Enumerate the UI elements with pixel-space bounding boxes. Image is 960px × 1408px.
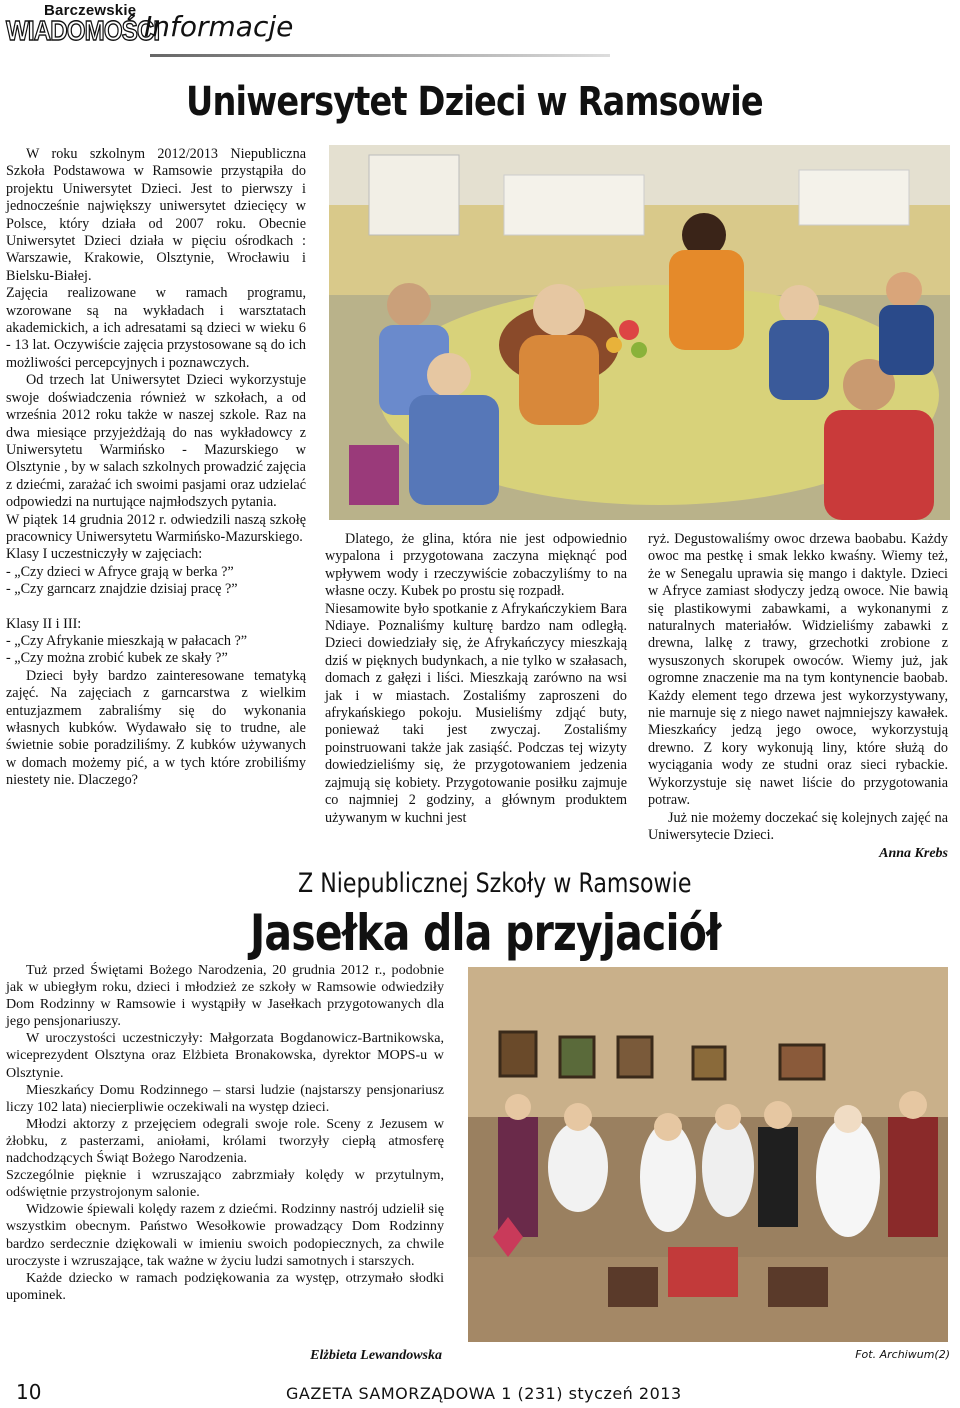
photo-nativity-illustration <box>468 967 948 1342</box>
list-item: - „Czy można zrobić kubek ze skały ?” <box>6 650 228 667</box>
paragraph: W piątek 14 grudnia 2012 r. odwiedzili naszą szkołę pracownicy Uniwersytetu Warmińsko-Mazurskiego. <box>6 511 306 545</box>
paragraph: Dzieci były bardzo zainteresowane tematyką zajęć. Na zajęciach z garncarstwa z wielkim entuzjazmem zabraliśmy się do wykonania własnych kubków. Wydawało się to trudne, ale świetnie sobie poradziliśmy. Z kubków używanych w domach możemy pić, a w tych które zrobiliśmy niestety nie. Dlaczego? <box>6 667 306 789</box>
paragraph: Każde dziecko w ramach podziękowania za występ, otrzymało słodki upominek. <box>6 1269 444 1303</box>
paragraph: Mieszkańcy Domu Rodzinnego – starsi ludzie (najstarszy pensjonariusz liczy 102 lata) niecierpliwie oczekiwali na występ dzieci. <box>6 1081 444 1115</box>
photo-nativity-play <box>468 967 948 1342</box>
article-1-title: Uniwersytet Dzieci w Ramsowie <box>186 79 763 125</box>
photo-credit: Fot. Archiwum(2) <box>855 1348 950 1361</box>
paragraph: ryż. Degustowaliśmy owoc drzewa baobabu. Każdy owoc ma pestkę i smak lekko kwaśny. Wiemy też, że w Senegalu uprawia się mango i daktyle. Dzieci w Afryce zamiast słodyczy jedzą owoce. Nie bawią się plastikowymi zabawkami, a wykonanymi z naturalnych materiałów. Widzieliśmy zabawki z drewna, lalkę z trawy, grzechotki zrobione z wysuszonych skorupek owoców. Wiemy już, jak ogromne znaczenie ma na tym kontynencie baobab. Każdy element tego drzewa jest wykorzystywany, nie marnuje się z niego nawet najmniejszy kawałek. Mieszkańcy jedzą jego owoce, wykorzystują drewno. Z kory wykonują liny, które służą do wyciągania wody ze studni oraz sieci rybackie. Wykorzystuje się nawet liście do przygotowania potraw. <box>648 531 948 809</box>
article-1-column-1 <box>6 146 306 790</box>
list-item: - „Czy dzieci w Afryce grają w berka ?” <box>6 563 234 580</box>
article-1-author: Anna Krebs <box>879 846 948 861</box>
paragraph: Klasy I uczestniczyły w zajęciach: <box>6 546 203 563</box>
masthead-logo-bottom: WIADOMOŚCI <box>6 15 160 46</box>
spacer <box>6 599 306 616</box>
page-number: 10 <box>16 1380 42 1404</box>
paragraph: W roku szkolnym 2012/2013 Niepubliczna Szkoła Podstawowa w Ramsowie przystąpiła do projektu Uniwersytet Dzieci. Jest to pierwszy i jednocześnie największy uniwersytet dziecięcy w Polsce, który działa od 2007 roku. Obecnie Uniwersytet Dzieci działa w pięciu ośrodkach : Warszawie, Krakowie, Olsztynie, Wrocławiu i Bielsku-Białej. <box>6 146 306 284</box>
article-1-column-3 <box>648 531 948 844</box>
paragraph: Od trzech lat Uniwersytet Dzieci wykorzystuje swoje doświadczenia również w szkołach, a od września 2012 roku także w naszej szkole. Raz na dwa miesiące przyjeżdżają do nas wykładowcy z Uniwersytetu Warmińsko - Mazurskiego w Olsztynie , by w salach szkolnych prowadzić zajęcia z dziećmi, zarażać ich swoimi pasjami oraz udzielać odpowiedzi na nurtujące najmłodszych pytania. <box>6 372 306 511</box>
paragraph: Dlatego, że glina, która nie jest odpowiednio wypalona i przygotowana zaczyna mięknąć pod wpływem wody i rzeczywiście zobaczyliśmy to na własne oczy. Kubek po prostu się rozpadł. <box>325 531 627 600</box>
article-1-column-2 <box>325 531 627 827</box>
paragraph: Widzowie śpiewali kolędy razem z dziećmi. Rodzinny nastrój udzielił się wszystkim obecnym. Państwo Wesołkowie prowadzący Dom Rodzinny bardzo serdecznie dziękowali w imieniu swoich podopiecznych, za chwile uroczyste i wzruszające, tak ważne w życiu ludzi samotnych i starszych. <box>6 1201 444 1269</box>
photo-classroom-workshop <box>329 145 950 520</box>
photo-classroom-illustration <box>329 145 950 520</box>
paragraph: Niesamowite było spotkanie z Afrykańczykiem Bara Ndiaye. Poznaliśmy kulturę bardzo nam odległą. Dzieci dowiedziały się, że Afrykańczycy mieszkają dziś w pięknych budynkach, a nie tylko w szałasach, domach z gałęzi i liści. Mieszkają zarówno na wsi jak i w miastach. Zostaliśmy zaproszeni do afrykańskiego pokoju. Musieliśmy zdjąć buty, ponieważ taki jest zwyczaj. Zostaliśmy poinstruowani także jak zasiąść. Podczas tej wizyty dowiedzieliśmy się, że przygotowaniem jedzenia zajmują się kobiety. Przygotowanie posiłku zajmuje co najmniej 2 godziny, a głównym produktem używanym w kuchni jest <box>325 600 627 826</box>
paragraph: Zajęcia realizowane w ramach programu, wzorowane są na wykładach i warsztatach akademickich, a ich adresatami są dzieci w wieku 6 - 13 lat. Oczywiście zajęcia przystosowane są do ich możliwości percepcyjnych i poznawczych. <box>6 285 306 371</box>
article-2-body <box>6 962 444 1304</box>
article-2-subtitle: Z Niepublicznej Szkoły w Ramsowie <box>298 868 692 899</box>
section-label: Informacje <box>144 10 294 43</box>
list-item: - „Czy garncarz znajdzie dzisiaj pracę ?” <box>6 581 238 598</box>
paragraph: Klasy II i III: <box>6 615 82 632</box>
article-2-title: Jasełka dla przyjaciół <box>250 904 721 962</box>
paragraph: Młodzi aktorzy z przejęciem odegrali swoje role. Sceny z Jezusem w żłobku, z pasterzami, aniołami, królami tworzyły ciepłą atmosferę nadchodzących Świąt Bożego Narodzenia. <box>6 1115 444 1167</box>
header-divider <box>150 54 610 57</box>
list-item: - „Czy Afrykanie mieszkają w pałacach ?” <box>6 632 248 649</box>
paragraph: Szczególnie pięknie i wzruszająco zabrzmiały kolędy w przytulnym, odświętnie przystrojonym salonie. <box>6 1167 444 1201</box>
paragraph: Tuż przed Świętami Bożego Narodzenia, 20 grudnia 2012 r., podobnie jak w ubiegłym roku, dzieci i młodzież ze szkoły w Ramsowie odwiedziły Dom Rodzinny w Ramsowie i wystąpiły w Jasełkach przygotowanych dla jego pensjonariuszy. <box>6 962 444 1030</box>
masthead-logo-top: Barczewskie <box>44 2 137 19</box>
article-2-author: Elżbieta Lewandowska <box>310 1348 442 1363</box>
paragraph: Już nie możemy doczekać się kolejnych zajęć na Uniwersytecie Dzieci. <box>648 809 948 843</box>
publication-footer: GAZETA SAMORZĄDOWA 1 (231) styczeń 2013 <box>286 1384 682 1403</box>
paragraph: W uroczystości uczestniczyły: Małgorzata Bogdanowicz-Bartnikowska, wiceprezydent Olsztyna oraz Elżbieta Bronakowska, dyrektor MOPS-u w Olsztynie. <box>6 1030 444 1081</box>
